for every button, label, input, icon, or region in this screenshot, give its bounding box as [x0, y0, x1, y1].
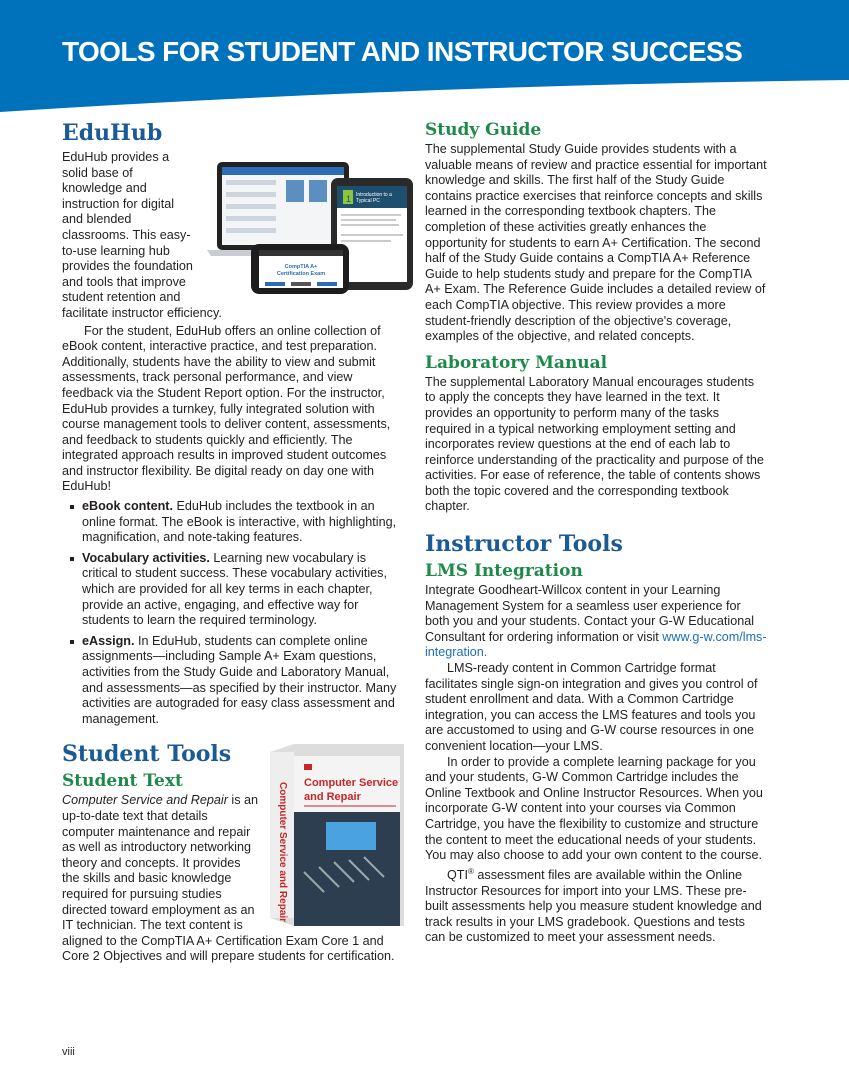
student-text-heading: Student Text [62, 771, 183, 792]
book-cover-title-2: and Repair [304, 791, 361, 804]
tablet-chapter-number: 1 [346, 194, 352, 204]
lms-integration-link[interactable]: www.g-w.com/lms-integration. [425, 629, 767, 660]
svg-text:Certification Exam: Certification Exam [276, 271, 326, 277]
book-title: Computer Service and Repair [62, 793, 228, 808]
bullet-text: EduHub includes the textbook in an online format. The eBook is interactive, with highlighting, magnification, and note-taking features. [82, 499, 397, 545]
left-column [62, 118, 402, 965]
svg-text:Typical PC: Typical PC [356, 198, 380, 204]
registered-mark: ® [468, 866, 474, 876]
header-banner [0, 0, 849, 115]
qti-text: assessment files are available within the Online Instructor Resources for import into your LMS. These pre-built assessments help you measure student knowledge and track results in your LMS gradebook. Questions and tests can be customized to meet your assessment needs. [425, 867, 762, 945]
lab-manual-paragraph: The supplemental Laboratory Manual encourages students to apply the concepts they have learned in the text. It provides an opportunity to perform many of the tasks required in a typical networking employment setting and incorporates review questions at the end of each lab to reinforce understanding of the practicality and purpose of the activities. For ease of reference, the table of contents shows both the topic covered and the corresponding textbook chapter. [425, 374, 764, 514]
bullet-term: eAssign. [82, 633, 135, 648]
page-title: TOOLS FOR STUDENT AND INSTRUCTOR SUCCESS [62, 36, 743, 67]
eduhub-intro: EduHub provides a solid base of knowledge and instruction for digital and blended classrooms. This easy-to-use learning hub provides the foundation and tools that improve student retention and facilitate instructor efficiency. [62, 150, 222, 320]
right-column [425, 118, 767, 946]
bullet-text: In EduHub, students can complete online assignments—including Sample A+ Exam questions, activities from the Study Guide and Laboratory Manual, and assessments—as specified by their instructor. Many activities are autograded for easy class assessment and management. [82, 633, 397, 726]
bullet-term: eBook content. [82, 499, 173, 514]
svg-text:Introduction to a: Introduction to a [356, 192, 392, 198]
eduhub-paragraph: For the student, EduHub offers an online collection of eBook content, interactive practice, and test preparation. Additionally, students have the ability to view and submit assessments, track personal performance, and view feedback via the Student Report option. For the instructor, EduHub provides a turnkey, fully integrated solution with course management tools to deliver content, assessments, and feedback to students quickly and efficiently. The integrated approach results in improved student outcomes and instructor flexibility. Be digital ready on day one with EduHub! [62, 323, 391, 494]
svg-text:CompTIA A+: CompTIA A+ [284, 264, 318, 270]
lms-paragraph-1 [425, 583, 767, 661]
lms-text: Integrate Goodheart-Willcox content in your Learning Management System for a seamless user experience for both you and your students. Contact your G-W Educational Consultant for ordering information or visit [425, 583, 755, 644]
student-text-body: is an up-to-date text that details computer maintenance and repair as well as introductory networking theory and concepts. It provides the skills and basic knowledge required for pursuing studies directed toward employment as an IT technician. The text content is aligned to the CompTIA A+ Certification Exam Core 1 and Core 2 Objectives and will prepare students for certification. [62, 793, 395, 964]
instructor-tools-heading: Instructor Tools [425, 531, 623, 558]
list-item [82, 499, 402, 546]
study-guide-paragraph: The supplemental Study Guide provides students with a valuable means of review and practice essential for important knowledge and skills. The first half of the Study Guide contains practice exercises that reinforce concepts and skills learned in the corresponding textbook chapters. The completion of these activities greatly enhances the opportunity for students to earn A+ Certification. The second half of the Study Guide contains a CompTIA A+ Reference Guide to help students study and prepare for the CompTIA A+ Exam. The Reference Guide includes a detailed review of each CompTIA objective. This review provides a more student-friendly description of the objective's coverage, examples of the objective, and related concepts. [425, 142, 767, 344]
eduhub-feature-list [62, 499, 402, 727]
bullet-term: Vocabulary activities. [82, 550, 210, 565]
page-number: viii [62, 1046, 75, 1058]
book-cover-title: Computer Service [304, 777, 399, 790]
study-guide-heading: Study Guide [425, 120, 542, 140]
student-tools-heading: Student Tools [62, 741, 232, 768]
lms-integration-heading: LMS Integration [425, 561, 583, 582]
svg-text:Computer Service and Repair: Computer Service and Repair [277, 782, 288, 923]
list-item [82, 551, 402, 629]
lms-paragraph-2: LMS-ready content in Common Cartridge format facilitates single sign-on integration and gives you control of student enrollment and data. With a Common Cartridge integration, you can access the LMS features and tools you are accustomed to using and G-W course resources in one convenient location—your LMS. [425, 661, 758, 753]
eduhub-devices-image [199, 158, 414, 298]
lab-manual-heading: Laboratory Manual [425, 352, 608, 373]
eduhub-heading: EduHub [62, 120, 163, 146]
list-item [82, 634, 402, 728]
lms-paragraph-4 [425, 864, 767, 946]
qti-label: QTI [447, 867, 468, 882]
lms-paragraph-3: In order to provide a complete learning package for you and your students, G-W Common Cartridge includes the Online Textbook and Online Instructor Resources. When you incorporate G-W content into your courses via Common Cartridge, you have the flexibility to customize and structure the content to meet the educational needs of your students. You may also choose to add your own content to the course. [425, 754, 763, 863]
textbook-cover-image [264, 742, 404, 932]
bullet-text: Learning new vocabulary is critical to student success. These vocabulary activities, which are provided for all key terms in each chapter, provide an active, engaging, and effective way for students to learn the required terminology. [82, 550, 387, 628]
